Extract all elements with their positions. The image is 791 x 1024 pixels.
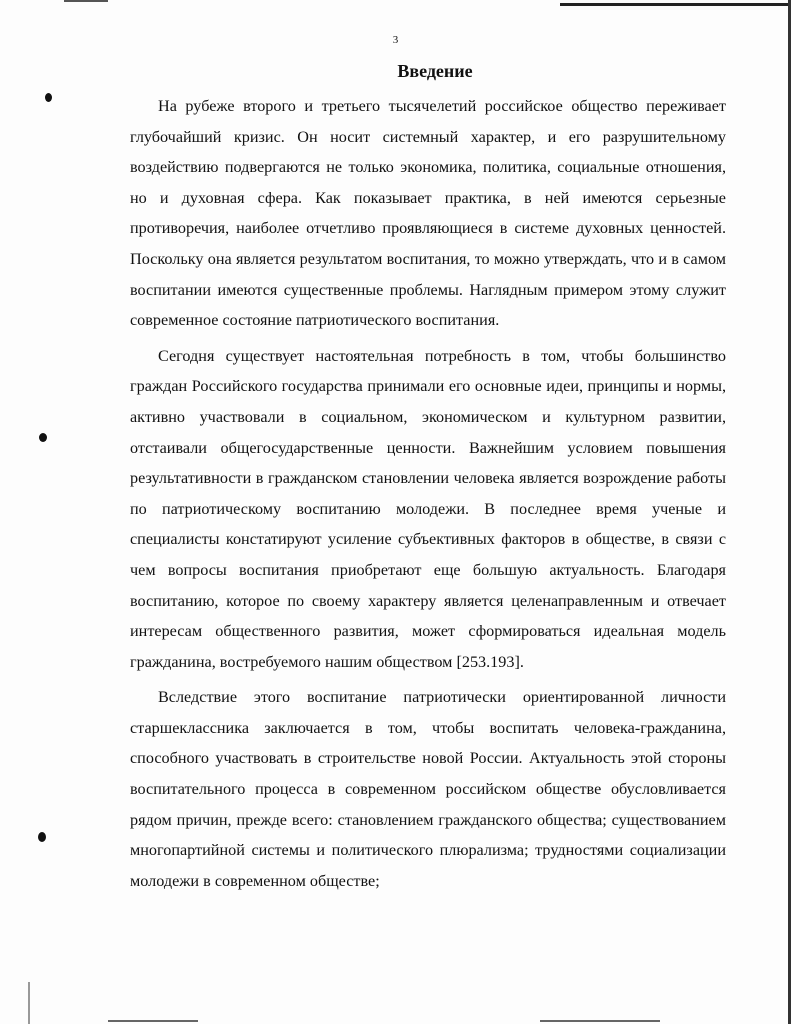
body-text — [130, 91, 726, 896]
paragraph: Вследствие этого воспитание патриотически ориентированной личности старшеклассника заключается в том, чтобы воспитать человека-гражданина, способного участвовать в строительстве новой России. Актуальность этой стороны воспитательного процесса в современном российском обществе обусловливается рядом причин, прежде всего: становлением гражданского общества; существованием многопартийной системы и политического плюрализма; трудностями социализации молодежи в современном обществе; — [130, 688, 726, 890]
scan-artifact-edge — [28, 982, 30, 1024]
scan-artifact-line — [560, 3, 791, 6]
punch-hole-mark — [45, 93, 52, 102]
page-number: 3 — [392, 34, 399, 46]
scan-artifact-line — [64, 0, 108, 2]
punch-hole-mark — [39, 433, 47, 442]
punch-hole-mark — [38, 832, 46, 842]
paragraph: Сегодня существует настоятельная потребность в том, чтобы большинство граждан Российского государства принимали его основные идеи, принципы и нормы, активно участвовали в социальном, экономическом и культурном развитии, отстаивали общегосударственные ценности. Важнейшим условием повышения результативности в гражданском становлении человека является возрождение работы по патриотическому воспитанию молодежи. В последнее время ученые и специалисты констатируют усиление субъективных факторов в обществе, в связи с чем вопросы воспитания приобретают еще большую актуальность. Благодаря воспитанию, которое по своему характеру является целенаправленным и отвечает интересам общественного развития, может сформироваться идеальная модель гражданина, востребуемого нашим обществом [253.193]. — [130, 346, 726, 671]
paragraph: На рубеже второго и третьего тысячелетий российское общество переживает глубочайший кризис. Он носит системный характер, и его разрушительному воздействию подвергаются не только экономика, политика, социальные отношения, но и духовная сфера. Как показывает практика, в ней имеются серьезные противоречия, наиболее отчетливо проявляющиеся в системе духовных ценностей. Поскольку она является результатом воспитания, то можно утверждать, что и в самом воспитании имеются существенные проблемы. Наглядным примером этому служит современное состояние патриотического воспитания. — [130, 97, 726, 330]
scan-artifact-line — [540, 1020, 660, 1022]
scan-artifact-line — [108, 1020, 198, 1022]
page-title: Введение — [397, 61, 473, 81]
